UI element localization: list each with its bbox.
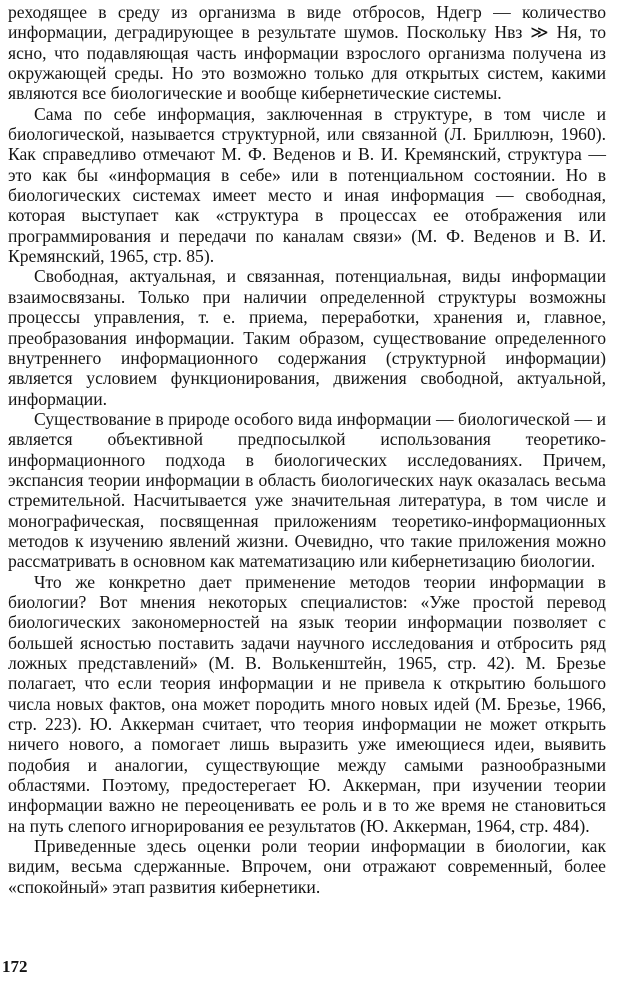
paragraph-1: реходящее в среду из организма в виде отбросов, Hдегр — количество информации, деградирующее в результате шумов. Поскольку Hвз ≫ Hя, то ясно, что подавляющая часть информации взрослого организма получена из окружающей среды. Но это возможно только для открытых систем, какими являются все биологические и вообще кибернетические системы. bbox=[8, 2, 606, 104]
paragraph-6: Приведенные здесь оценки роли теории информации в биологии, как видим, весьма сдержанные. Впрочем, они отражают современный, более «спокойный» этап развития кибернетики. bbox=[8, 836, 606, 897]
paragraph-4: Существование в природе особого вида информации — биологической — и является объективной предпосылкой использования теоретико-информационного подхода в биологических исследованиях. Причем, экспансия теории информации в область биологических наук оказалась весьма стремительной. Насчитывается уже значительная литература, в том числе и монографическая, посвященная приложениям теоретико-информационных методов к изучению явлений жизни. Очевидно, что такие приложения можно рассматривать в основном как математизацию или кибернетизацию биологии. bbox=[8, 408, 606, 572]
paragraph-3: Свободная, актуальная, и связанная, потенциальная, виды информации взаимосвязаны. Только при наличии определенной структуры возможны процессы управления, т. е. приема, переработки, хранения и, главное, преобразования информации. Таким образом, существование определенного внутреннего информационного содержания (структурной информации) является условием функционирования, движения свободной, актуальной, информации. bbox=[8, 266, 606, 409]
paragraph-2: Сама по себе информация, заключенная в структуре, в том числе и биологической, называется структурной, или связанной (Л. Бриллюэн, 1960). Как справедливо отмечают М. Ф. Веденов и В. И. Кремянский, структура — это как бы «информация в себе» или в потенциальном состоянии. Но в биологических системах имеет место и иная информация — свободная, которая выступает как «структура в процессах ее отображения или программирования и передачи по каналам связи» (М. Ф. Веденов и В. И. Кремянский, 1965, стр. 85). bbox=[8, 103, 606, 267]
paragraph-5: Что же конкретно дает применение методов теории информации в биологии? Вот мнения некоторых специалистов: «Уже простой перевод биологических закономерностей на язык теории информации позволяет с большей ясностью поставить задачи научного исследования и отбросить ряд ложных представлений» (М. В. Волькенштейн, 1965, стр. 42). М. Брезье полагает, что если теория информации и не привела к открытию большого числа новых фактов, она может породить много новых идей (М. Брезье, 1966, стр. 223). Ю. Аккерман считает, что теория информации не может открыть ничего нового, а помогает лишь выразить уже имеющиеся идеи, выявить подобия и аналогии, существующие между самыми разнообразными областями. Поэтому, предостерегает Ю. Аккерман, при изучении теории информации важно не переоценивать ее роль и в то же время не становиться на путь слепого игнорирования ее результатов (Ю. Аккерман, 1964, стр. 484). bbox=[8, 571, 606, 836]
page-number: 172 bbox=[2, 957, 28, 976]
